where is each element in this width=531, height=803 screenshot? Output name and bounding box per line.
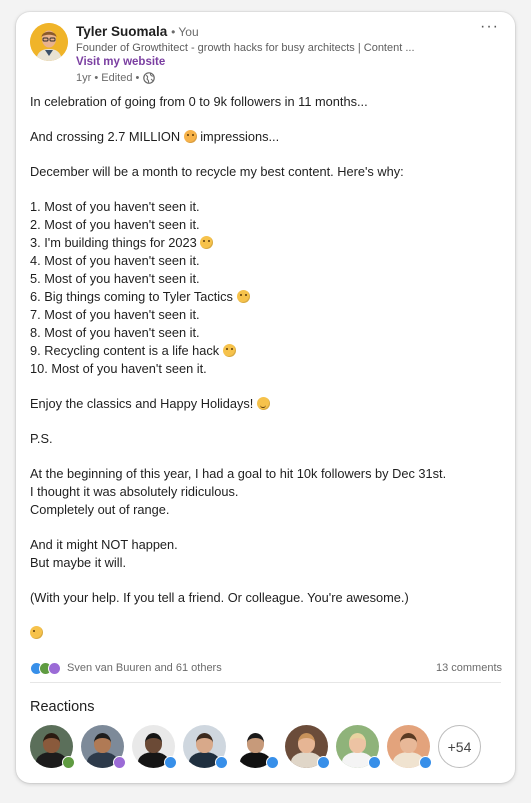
visit-website-link[interactable]: Visit my website	[76, 56, 166, 68]
author-avatar[interactable]	[30, 23, 68, 61]
post-line	[30, 395, 500, 413]
blank-line	[30, 111, 500, 128]
blank-line	[30, 413, 500, 430]
post-line-text: P.S.	[30, 431, 53, 446]
shush-emoji-icon	[200, 236, 213, 249]
post-line	[30, 360, 500, 378]
reaction-badge-icon	[113, 756, 126, 769]
insightful-reaction-icon	[48, 662, 61, 675]
post-line	[30, 589, 500, 607]
globe-icon	[143, 72, 155, 84]
post-line	[30, 216, 500, 234]
post-line	[30, 430, 500, 448]
post-line-text: impressions...	[196, 129, 280, 144]
reactor-head	[94, 733, 111, 753]
post-line	[30, 483, 500, 501]
more-options-button[interactable]: ···	[480, 18, 499, 35]
post-line	[30, 128, 500, 146]
reactor-head	[43, 733, 60, 753]
post-line-text: Enjoy the classics and Happy Holidays!	[30, 396, 257, 411]
post-line	[30, 624, 500, 642]
post-line-text: December will be a month to recycle my best content. Here's why:	[30, 164, 404, 179]
more-reactors-button[interactable]: +54	[438, 725, 481, 768]
post-line	[30, 465, 500, 483]
reactors-summary[interactable]: Sven van Buuren and 61 others	[67, 662, 222, 674]
comments-count[interactable]: 13 comments	[435, 662, 502, 674]
post-line	[30, 163, 500, 181]
blank-line	[30, 378, 500, 395]
post-line-text: 8. Most of you haven't seen it.	[30, 325, 200, 340]
reactor-head	[349, 733, 366, 753]
blank-line	[30, 181, 500, 198]
reaction-badge-icon	[215, 756, 228, 769]
author-relation: • You	[171, 25, 199, 39]
social-counts-bar	[30, 660, 502, 676]
shush-emoji-icon	[237, 290, 250, 303]
reactors-list	[30, 725, 481, 768]
post-line-text: In celebration of going from 0 to 9k followers in 11 months...	[30, 94, 368, 109]
flushed-emoji-icon	[184, 130, 197, 143]
post-line	[30, 324, 500, 342]
blank-line	[30, 448, 500, 465]
post-line	[30, 288, 500, 306]
reactions-heading: Reactions	[30, 699, 95, 715]
reaction-badge-icon	[266, 756, 279, 769]
post-line-text: 5. Most of you haven't seen it.	[30, 271, 200, 286]
blank-line	[30, 146, 500, 163]
shush-emoji-icon	[223, 344, 236, 357]
reactor-avatar[interactable]	[132, 725, 175, 768]
blank-line	[30, 519, 500, 536]
post-line	[30, 234, 500, 252]
smile-emoji-icon	[257, 397, 270, 410]
blank-line	[30, 607, 500, 624]
reactor-avatar[interactable]	[30, 725, 73, 768]
reaction-badge-icon	[62, 756, 75, 769]
post-line-text: And it might NOT happen.	[30, 537, 178, 552]
reactor-head	[145, 733, 162, 753]
post-line-text: 9. Recycling content is a life hack	[30, 343, 223, 358]
author-name[interactable]	[76, 24, 199, 39]
reaction-badge-icon	[419, 756, 432, 769]
reactor-avatar[interactable]	[183, 725, 226, 768]
post-line-text: 2. Most of you haven't seen it.	[30, 217, 200, 232]
post-line-text: And crossing 2.7 MILLION	[30, 129, 184, 144]
reaction-icons[interactable]	[30, 662, 57, 675]
post-line	[30, 536, 500, 554]
post-time: 1yr • Edited •	[76, 72, 140, 84]
author-name-text[interactable]: Tyler Suomala	[76, 24, 168, 39]
reaction-badge-icon	[164, 756, 177, 769]
author-headline: Founder of Growthitect - growth hacks for busy architects | Content ...	[76, 42, 415, 54]
post-line	[30, 554, 500, 572]
author-photo-icon	[30, 23, 68, 61]
post-line-text: Completely out of range.	[30, 502, 170, 517]
reactor-avatar[interactable]	[285, 725, 328, 768]
reactor-head	[196, 733, 213, 753]
divider	[30, 682, 501, 683]
post-line-text: But maybe it will.	[30, 555, 127, 570]
post-line-text: 3. I'm building things for 2023	[30, 235, 201, 250]
post-line	[30, 252, 500, 270]
post-line-text: I thought it was absolutely ridiculous.	[30, 484, 239, 499]
post-line	[30, 342, 500, 360]
wink-emoji-icon	[30, 626, 43, 639]
post-line	[30, 198, 500, 216]
reactor-avatar[interactable]	[81, 725, 124, 768]
reactor-avatar[interactable]	[336, 725, 379, 768]
post-line	[30, 93, 500, 111]
post-line	[30, 306, 500, 324]
post-line-text: At the beginning of this year, I had a goal to hit 10k followers by Dec 31st.	[30, 466, 447, 481]
post-line-text: 6. Big things coming to Tyler Tactics	[30, 289, 237, 304]
blank-line	[30, 572, 500, 589]
reactor-head	[298, 733, 315, 753]
reactor-head	[400, 733, 417, 753]
reaction-badge-icon	[368, 756, 381, 769]
reactor-head	[247, 733, 264, 753]
post-line	[30, 501, 500, 519]
post-card	[16, 12, 515, 783]
reaction-badge-icon	[317, 756, 330, 769]
post-text	[30, 93, 500, 642]
post-line-text: 10. Most of you haven't seen it.	[30, 361, 207, 376]
post-line-text: (With your help. If you tell a friend. Or colleague. You're awesome.)	[30, 590, 409, 605]
post-line-text: 4. Most of you haven't seen it.	[30, 253, 200, 268]
post-line	[30, 270, 500, 288]
post-line-text: 7. Most of you haven't seen it.	[30, 307, 200, 322]
post-meta	[76, 72, 155, 84]
post-line-text: 1. Most of you haven't seen it.	[30, 199, 200, 214]
reactor-avatar[interactable]	[234, 725, 277, 768]
reactor-avatar[interactable]	[387, 725, 430, 768]
